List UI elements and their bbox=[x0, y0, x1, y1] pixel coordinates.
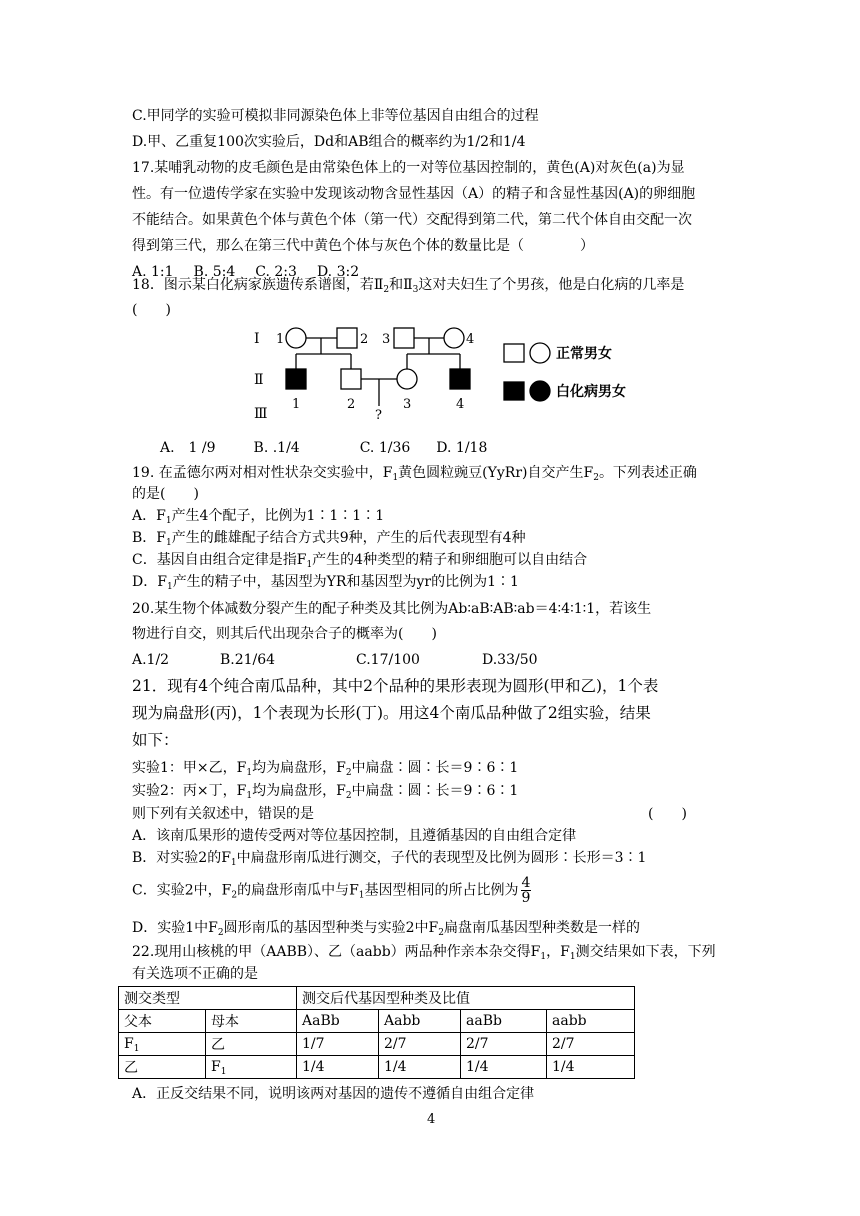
q21-experiment-1 bbox=[132, 758, 518, 778]
sub-2: 2 bbox=[345, 791, 352, 801]
table-row bbox=[119, 1056, 635, 1079]
q21-option-c bbox=[132, 876, 531, 905]
header-mother: 母本 bbox=[206, 1010, 297, 1033]
q19-c-pre: C．基因自由组合定律是指F bbox=[132, 552, 307, 568]
testcross-table bbox=[118, 986, 635, 1079]
q19-option-b bbox=[132, 528, 526, 548]
sub-1: 1 bbox=[246, 768, 253, 778]
q16-option-d: D.甲、乙重复100次实验后，Dd和AB组合的概率约为1/2和1/4 bbox=[132, 134, 526, 150]
q19-a-post: 产生4个配子，比例为1∶1∶1∶1 bbox=[171, 508, 385, 524]
q18-stem-text-c: 这对夫妇生了个男孩，他是白化病的几率是 bbox=[418, 277, 685, 293]
fraction-four-ninths bbox=[521, 876, 532, 905]
q17-stem-line3: 不能结合。如果黄色个体与黄色个体（第一代）交配得到第二代，第二代个体自由交配一次 bbox=[132, 212, 692, 228]
q21-c-mid: 的扁盘形南瓜中与F bbox=[237, 882, 359, 899]
q22-option-a: A．正反交结果不同，说明该两对基因的遗传不遵循自由组合定律 bbox=[132, 1086, 535, 1102]
sub-1: 1 bbox=[220, 1067, 227, 1077]
q21-experiment-2 bbox=[132, 781, 518, 801]
cell-text: F bbox=[211, 1059, 221, 1075]
female-normal-i4 bbox=[444, 328, 464, 348]
q19-stem-line2: 的是( ) bbox=[132, 486, 199, 502]
q21-option-a: A．该南瓜果形的遗传受两对等位基因控制，且遵循基因的自由组合定律 bbox=[132, 828, 577, 844]
fraction-numerator: 4 bbox=[521, 875, 531, 891]
page-number: 4 bbox=[427, 1112, 436, 1127]
female-normal-ii3 bbox=[397, 369, 417, 389]
q19-b-pre: B．F bbox=[132, 530, 167, 546]
sub-1: 1 bbox=[246, 791, 253, 801]
table-cell bbox=[119, 1033, 206, 1056]
ii3-number: 3 bbox=[403, 397, 412, 412]
q17-option-d: D. 3:2 bbox=[316, 264, 360, 280]
q17-stem-line4: 得到第三代，那么在第三代中黄色个体与灰色个体的数量比是（ ） bbox=[132, 238, 594, 254]
q20-options bbox=[132, 650, 538, 670]
header-genotype: AaBb bbox=[297, 1010, 379, 1033]
q22-stem-a: 22.现用山核桃的甲（AABB）、乙（aabb）两品种作亲本杂交得F bbox=[132, 944, 541, 960]
table-cell: 1/4 bbox=[379, 1056, 461, 1079]
sub-1: 1 bbox=[540, 952, 547, 962]
table-cell: 乙 bbox=[119, 1056, 206, 1079]
q18-options bbox=[160, 438, 487, 458]
ii1-number: 1 bbox=[292, 397, 301, 412]
q20-option-a: A.1/2 bbox=[132, 652, 170, 668]
q18-stem-line1 bbox=[132, 275, 684, 295]
i1-number: 1 bbox=[276, 332, 285, 347]
sub-1: 1 bbox=[165, 516, 172, 526]
legend-normal-male-icon bbox=[504, 344, 524, 362]
q18-stem-text-b: 和Ⅱ bbox=[389, 277, 413, 293]
q21-d-mid: 圆形南瓜的基因型种类与实验2中F bbox=[223, 920, 439, 936]
q19-option-c bbox=[132, 550, 587, 570]
q18-option-d: D. 1/18 bbox=[436, 440, 488, 456]
q21-c-post: 基因型相同的所占比例为 bbox=[364, 882, 519, 899]
q18-option-a: A. 1 /9 bbox=[160, 440, 216, 456]
q21-option-d bbox=[132, 918, 640, 938]
sub-2: 2 bbox=[231, 890, 238, 901]
q21-stem-line1: 21．现有4个纯合南瓜品种，其中2个品种的果形表现为圆形(甲和乙)，1个表 bbox=[132, 677, 659, 695]
header-offspring-ratio: 测交后代基因型种类及比值 bbox=[297, 987, 635, 1010]
table-cell: 1/4 bbox=[547, 1056, 635, 1079]
female-normal-i1 bbox=[286, 328, 306, 348]
q20-option-c: C.17/100 bbox=[356, 652, 420, 668]
q17-option-c: C. 2:3 bbox=[255, 264, 297, 280]
q17-stem-line2: 性。有一位遗传学家在实验中发现该动物含显性基因（A）的精子和含显性基因(A)的卵细胞 bbox=[132, 186, 696, 202]
q18-option-c: C. 1/36 bbox=[359, 440, 411, 456]
q21-b-pre: B．对实验2的F bbox=[132, 850, 231, 866]
unknown-child-mark: ? bbox=[375, 408, 382, 423]
q21-e1a: 实验1：甲×乙，F bbox=[132, 760, 247, 776]
i3-number: 3 bbox=[382, 332, 391, 347]
table-subheader-row bbox=[119, 1010, 635, 1033]
male-normal-ii2 bbox=[341, 369, 361, 389]
generation-1-label: Ⅰ bbox=[254, 331, 260, 347]
generation-2-label: Ⅱ bbox=[254, 372, 264, 388]
q17-option-b: B. 5:4 bbox=[193, 264, 236, 280]
sub-1: 1 bbox=[306, 560, 313, 570]
pedigree-chart bbox=[250, 320, 650, 430]
fraction-denominator: 9 bbox=[521, 890, 531, 906]
legend-affected-male-icon bbox=[504, 382, 524, 400]
q21-e2a: 实验2：丙×丁，F bbox=[132, 783, 247, 799]
sub-1: 1 bbox=[166, 582, 173, 592]
i4-number: 4 bbox=[466, 332, 475, 347]
q21-e1b: 均为扁盘形，F bbox=[252, 760, 346, 776]
q16-option-c: C.甲同学的实验可模拟非同源染色体上非等位基因自由组合的过程 bbox=[132, 108, 539, 124]
sub-1: 1 bbox=[392, 473, 399, 483]
header-testcross-type: 测交类型 bbox=[119, 987, 297, 1010]
male-affected-ii1 bbox=[286, 369, 306, 389]
table-cell: 2/7 bbox=[379, 1033, 461, 1056]
male-affected-ii4 bbox=[450, 369, 470, 389]
q21-d-post: 扁盘南瓜基因型种类数是一样的 bbox=[443, 920, 640, 936]
q22-stem-line1 bbox=[132, 942, 716, 962]
q19-d-post: 产生的精子中，基因型为YR和基因型为yr的比例为1∶1 bbox=[172, 574, 519, 590]
q18-stem-line2: ( ) bbox=[132, 302, 171, 318]
sub-1: 1 bbox=[230, 858, 237, 868]
q22-stem-c: 测交结果如下表，下列 bbox=[575, 944, 716, 960]
q18-sub-3: 3 bbox=[412, 285, 419, 295]
q20-stem-line1: 20.某生物个体减数分裂产生的配子种类及其比例为Ab∶aB∶AB∶ab＝4∶4∶1∶1，若该生 bbox=[132, 601, 652, 617]
q19-d-pre: D．F bbox=[132, 574, 167, 590]
table-cell: 1/4 bbox=[297, 1056, 379, 1079]
i2-number: 2 bbox=[360, 332, 369, 347]
q19-a-pre: A．F bbox=[132, 508, 166, 524]
sub-2: 2 bbox=[593, 473, 599, 483]
q22-stem-b: ，F bbox=[546, 944, 570, 960]
table-cell: 2/7 bbox=[461, 1033, 547, 1056]
table-cell: 2/7 bbox=[547, 1033, 635, 1056]
q20-stem-line2: 物进行自交，则其后代出现杂合子的概率为( ) bbox=[132, 626, 437, 642]
legend-normal-label: 正常男女 bbox=[556, 346, 612, 362]
table-cell: 乙 bbox=[206, 1033, 297, 1056]
sub-2: 2 bbox=[217, 928, 224, 938]
q18-stem-text-a: 18．图示某白化病家族遗传系谱图，若Ⅱ bbox=[132, 277, 384, 293]
ii2-number: 2 bbox=[347, 397, 356, 412]
q21-e1c: 中扁盘∶圆∶长＝9∶6∶1 bbox=[351, 760, 519, 776]
q21-e2b: 均为扁盘形，F bbox=[252, 783, 346, 799]
q20-option-b: B.21/64 bbox=[220, 652, 276, 668]
q19-option-a bbox=[132, 506, 384, 526]
table-row bbox=[119, 1033, 635, 1056]
q21-d-pre: D．实验1中F bbox=[132, 920, 218, 936]
generation-3-label: Ⅲ bbox=[254, 406, 268, 422]
header-father: 父本 bbox=[119, 1010, 206, 1033]
q21-question bbox=[132, 804, 314, 824]
header-genotype: Aabb bbox=[379, 1010, 461, 1033]
q19-option-d bbox=[132, 572, 519, 592]
legend-normal-female-icon bbox=[530, 343, 550, 363]
header-genotype: aaBb bbox=[461, 1010, 547, 1033]
q19-stem-b: 黄色圆粒豌豆(YyRr)自交产生F bbox=[398, 465, 594, 481]
q19-c-post: 产生的4种类型的精子和卵细胞可以自由结合 bbox=[312, 552, 588, 568]
sub-1: 1 bbox=[569, 952, 576, 962]
q19-stem-a: 19. 在孟德尔两对相对性状杂交实验中，F bbox=[132, 465, 393, 481]
q22-stem-line2: 有关选项不正确的是 bbox=[132, 966, 258, 982]
table-cell: 1/7 bbox=[297, 1033, 379, 1056]
sub-1: 1 bbox=[133, 1044, 140, 1054]
sub-1: 1 bbox=[358, 890, 365, 901]
q21-c-pre: C．实验2中，F bbox=[132, 882, 232, 899]
q18-option-b: B. .1/4 bbox=[253, 440, 300, 456]
q21-stem-line2: 现为扁盘形(丙)，1个表现为长形(丁)。用这4个南瓜品种做了2组实验，结果 bbox=[132, 704, 651, 722]
table-cell: 1/4 bbox=[461, 1056, 547, 1079]
header-genotype: aabb bbox=[547, 1010, 635, 1033]
q21-question-text: 则下列有关叙述中，错误的是 bbox=[132, 806, 314, 822]
sub-1: 1 bbox=[166, 538, 172, 548]
legend-affected-female-icon bbox=[530, 381, 550, 401]
male-normal-i2 bbox=[337, 328, 357, 348]
q21-stem-line3: 如下： bbox=[132, 731, 179, 749]
cell-text: F bbox=[124, 1036, 134, 1052]
q19-stem-line1 bbox=[132, 463, 697, 483]
q19-b-post: 产生的雌雄配子结合方式共9种，产生的后代表现型有4种 bbox=[171, 530, 526, 546]
q18-sub-2: 2 bbox=[383, 285, 390, 295]
q17-stem-line1: 17.某哺乳动物的皮毛颜色是由常染色体上的一对等位基因控制的，黄色(A)对灰色(a)为显 bbox=[132, 160, 685, 176]
q21-answer-paren: ( ) bbox=[648, 806, 687, 822]
sub-2: 2 bbox=[345, 768, 352, 778]
ii4-number: 4 bbox=[456, 397, 465, 412]
table-header-row bbox=[119, 987, 635, 1010]
q19-stem-c: 。下列表述正确 bbox=[598, 465, 697, 481]
q21-b-post: 中扁盘形南瓜进行测交，子代的表现型及比例为圆形∶长形＝3∶1 bbox=[236, 850, 647, 866]
q20-option-d: D.33/50 bbox=[482, 652, 538, 668]
q17-option-a: A. 1:1 bbox=[132, 264, 174, 280]
male-normal-i3 bbox=[394, 328, 414, 348]
sub-2: 2 bbox=[438, 928, 444, 938]
table-cell bbox=[206, 1056, 297, 1079]
q21-option-b bbox=[132, 848, 646, 868]
q21-e2c: 中扁盘∶圆∶长＝9∶6∶1 bbox=[351, 783, 519, 799]
legend-affected-label: 白化病男女 bbox=[556, 384, 626, 400]
